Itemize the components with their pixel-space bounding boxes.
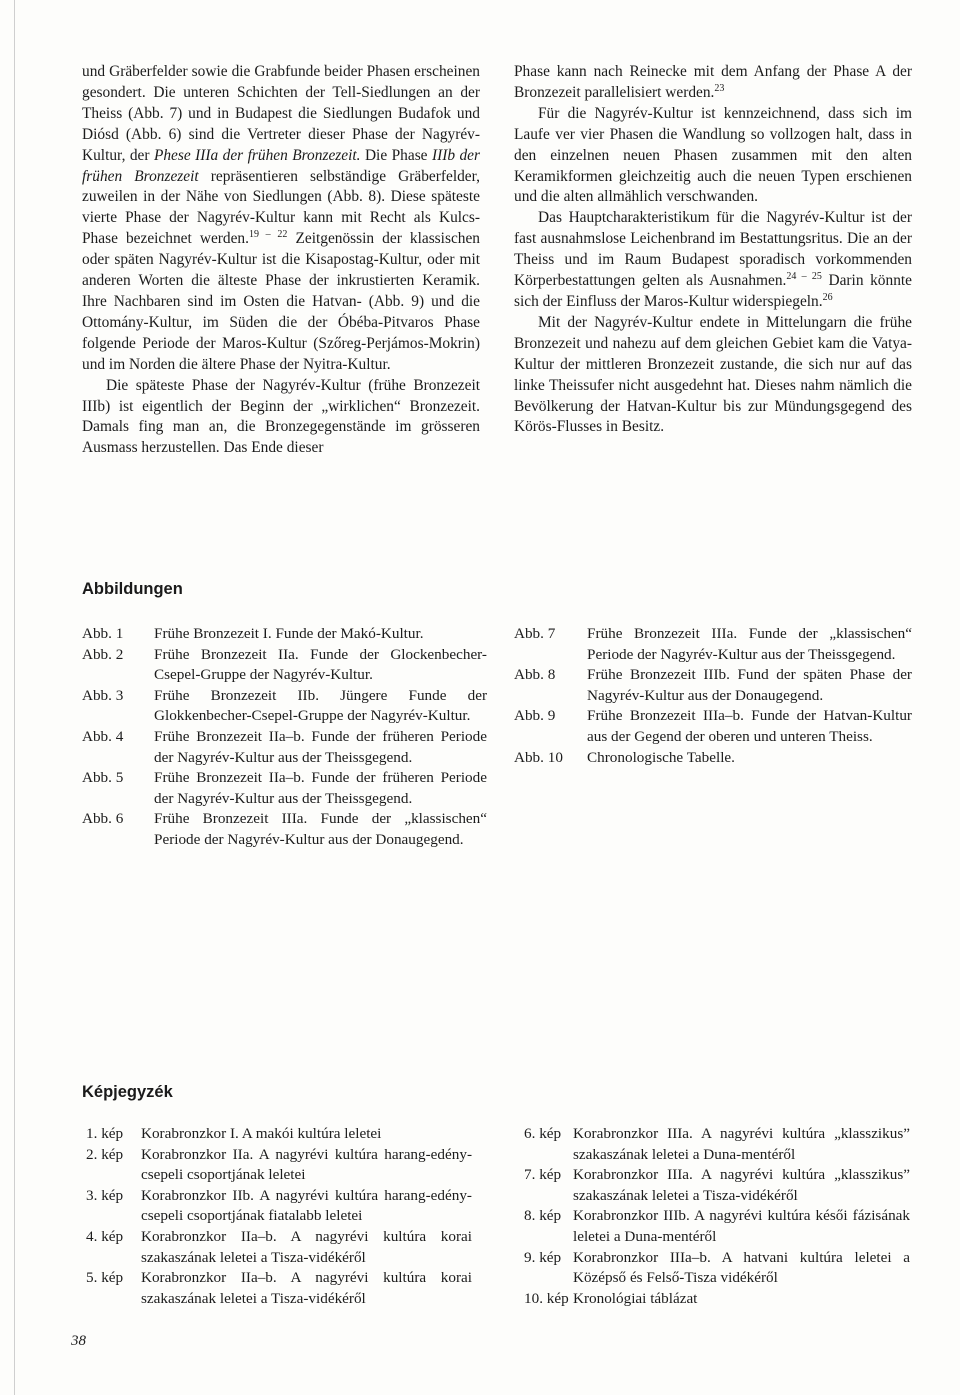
list-item: 2. kép Korabronzkor IIa. A nagyrévi kultúra harang-edény-csepeli csoportjának leletei bbox=[86, 1145, 472, 1184]
list-item: 10. kép Kronológiai táblázat bbox=[524, 1289, 698, 1307]
footnote-ref: 19 – 22 bbox=[248, 229, 288, 241]
list-item: 1. kép Korabronzkor I. A makói kultúra leletei bbox=[86, 1125, 382, 1142]
list-item: Abb. 5 Frühe Bronzezeit IIa–b. Funde der früheren Periode der Nagyrév-Kultur aus der Theissgegend. bbox=[82, 769, 487, 807]
abbildungen-heading: Abbildungen bbox=[82, 580, 183, 598]
list-item: Abb. 3 Frühe Bronzezeit IIb. Jüngere Funde der Glokkenbecher-Csepel-Gruppe der Nagyrév-Kultur. bbox=[82, 686, 487, 725]
list-item: 4. kép Korabronzkor IIa–b. A nagyrévi kultúra korai szakaszának leletei a Tisza-vidékéről bbox=[86, 1227, 472, 1266]
list-item: Abb. 10 Chronologische Tabelle. bbox=[514, 748, 735, 766]
list-item: 6. kép Korabronzkor IIIa. A nagyrévi kultúra „klasszikus” szakaszának leletei a Duna-mentéről bbox=[524, 1125, 910, 1163]
list-item: Abb. 8 Frühe Bronzezeit IIIb. Fund der späten Phase der Nagyrév-Kultur aus der Donaugegend. bbox=[514, 666, 912, 704]
footnote-ref: 24 – 25 bbox=[786, 270, 822, 282]
list-item: Abb. 7 Frühe Bronzezeit IIIa. Funde der „klassischen“ Periode der Nagyrév-Kultur aus der Theissgegend. bbox=[514, 625, 912, 663]
abbildungen-list-right bbox=[514, 624, 912, 768]
right-paragraph-4: Mit der Nagyrév-Kultur endete in Mittelungarn die frühe Bronzezeit und nahezu auf dem gleichen Gebiet kam die Vatya-Kultur der mittleren Bronzezeit zustande, die sich nur auf das linke Theissufer nicht ausgedehnt hat. Dieses nahm nämlich die Bevölkerung der Hatvan-Kultur bis zur Mündungsgegend des Körös-Flusses in Besitz. bbox=[514, 313, 912, 436]
abbildungen-list-left bbox=[82, 624, 487, 851]
right-paragraph-1: Phase kann nach Reinecke mit dem Anfang der Phase A der Bronzezeit parallelisiert werden.$^{23}$ bbox=[514, 63, 912, 101]
list-item: Abb. 9 Frühe Bronzezeit IIIa–b. Funde der Hatvan-Kultur aus der Gegend der oberen und unteren Theiss. bbox=[514, 707, 912, 745]
footnote-ref: 26 bbox=[822, 291, 833, 303]
list-item: 3. kép Korabronzkor IIb. A nagyrévi kultúra harang-edény-csepeli csoportjának fiatalabb leletei bbox=[86, 1186, 472, 1225]
left-paragraph-2: Die späteste Phase der Nagyrév-Kultur (frühe Bronzezeit IIIb) ist eigentlich der Beginn der „wirklichen“ Bronzezeit. Damals fing man an, die Bronzegegenstände im grösseren Ausmass herzustellen. Das Ende dieser bbox=[82, 376, 480, 457]
list-item: 7. kép Korabronzkor IIIa. A nagyrévi kultúra „klasszikus” szakaszának leletei a Tisza-vidékéről bbox=[524, 1166, 910, 1204]
list-item: Abb. 2 Frühe Bronzezeit IIa. Funde der Glockenbecher-Csepel-Gruppe der Nagyrév-Kultur. bbox=[82, 645, 487, 684]
kepjegyzek-heading: Képjegyzék bbox=[82, 1083, 173, 1101]
list-item: Abb. 6 Frühe Bronzezeit IIIa. Funde der „klassischen“ Periode der Nagyrév-Kultur aus der Donaugegend. bbox=[82, 810, 487, 848]
left-paragraph-1: und Gräberfelder sowie die Grabfunde beider Phasen erscheinen gesondert. Die unteren Schichten der Tell-Siedlungen an der Theiss (Abb. 7) und in Budapest die Siedlungen Budafok und Diósd (Abb. 6) sind die Vertreter dieser Phase der Nagyrév-Kultur, der Phese IIIa der frühen Bronzezeit. Die Phase IIIb der frühen Bronzezeit repräsentieren selbständige Gräberfelder, zuweilen in der Nähe von Siedlungen (Abb. 8). Diese späteste vierte Phase der Nagyrév-Kultur kann mit Recht als Kulcs-Phase bezeichnet werden.$^{19 - 22}$ Zeitgenössin der klassischen oder späten Nagyrév-Kultur ist die Kisapostag-Kultur, oder mit anderen Worten die älteste Phase der inkrustierten Keramik. Ihre Nachbaren sind im Osten die Hatvan- (Abb. 9) und die Ottomány-Kultur, im Süden die der Óbéba-Pitvaros Phase folgende Periode der Maros-Kultur (Szőreg-Perjámos-Mokrin) und im Norden die ältere Phase der Nyitra-Kultur. bbox=[82, 63, 480, 373]
right-text-column bbox=[514, 62, 912, 438]
right-paragraph-2: Für die Nagyrév-Kultur ist kennzeichnend, dass sich im Laufe ver vier Phasen die Wandlung so vollzogen halt, dass in den einzelnen neuen Phasen zusammen mit den alten Keramikformen gleichzeitig auch die neuen Typen erschienen und die alten allmählich verschwanden. bbox=[514, 104, 912, 206]
footnote-ref: 23 bbox=[714, 82, 725, 94]
list-item: Abb. 4 Frühe Bronzezeit IIa–b. Funde der früheren Periode der Nagyrév-Kultur aus der Theissgegend. bbox=[82, 727, 487, 766]
list-item: 8. kép Korabronzkor IIIb. A nagyrévi kultúra késői fázisának leletei a Duna-mentéről bbox=[524, 1207, 910, 1245]
page-edge-line bbox=[14, 0, 15, 1395]
left-text-column bbox=[82, 62, 480, 459]
right-paragraph-3: Das Hauptcharakteristikum für die Nagyrév-Kultur ist der fast ausnahmslose Leichenbrand im Bestattungsritus. Die an der Theiss und im Raum Budapest sporadisch vorkommenden Körperbestattungen gelten als Ausnahmen.$^{24 - 25}$ Darin könnte sich der Einfluss der Maros-Kultur widerspiegeln.$^{26}$ bbox=[514, 209, 912, 310]
page-number: 38 bbox=[71, 1333, 86, 1349]
kepjegyzek-list-left bbox=[86, 1124, 472, 1309]
list-item: 5. kép Korabronzkor IIa–b. A nagyrévi kultúra korai szakaszának leletei a Tisza-vidékéről bbox=[86, 1269, 472, 1307]
list-item: 9. kép Korabronzkor IIIa–b. A hatvani kultúra leletei a Középső és Felső-Tisza vidékéről bbox=[524, 1248, 910, 1287]
kepjegyzek-list-right bbox=[524, 1124, 910, 1309]
list-item: Abb. 1 Frühe Bronzezeit I. Funde der Makó-Kultur. bbox=[82, 625, 424, 642]
